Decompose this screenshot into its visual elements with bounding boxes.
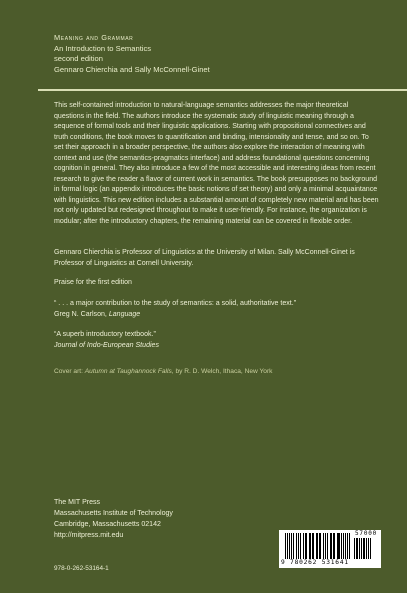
publisher-city: Cambridge, Massachusetts 02142: [54, 520, 161, 528]
book-header: [54, 33, 394, 75]
barcode-digits: 9 780262 531641: [281, 559, 349, 566]
isbn: 978-0-262-53164-1: [54, 565, 109, 572]
description-paragraph: This self-contained introduction to natural-language semantics addresses the major theoretical questions in the field. The authors introduce the systematic study of linguistic meaning through a sequence of formal tools and their linguistic applications. Starting with propositional connectives and truth conditions, the book moves to quantification and binding, intensionality and tense, and so on. To set their approach in a broader perspective, the authors also explore the interaction of meaning with context and use (the semantics-pragmatics interface) and address foundational questions concerning cognition in general. They also introduce a few of the most accessible and interesting ideas from recent research to give the reader a flavor of current work in semantics. The book presupposes no background in formal logic (an appendix introduces the basic notions of set theory) and only a minimal acquaintance with linguistics. This new edition includes a substantial amount of completely new material and has been not only updated but redesigned throughout to make it user-friendly. For instance, the organization is modular; after the introductory chapters, the remaining material can be covered in flexible order.: [54, 102, 379, 226]
publisher-block: [54, 498, 254, 542]
quote-source: Journal of Indo-European Studies: [54, 341, 159, 349]
quote-2: [54, 330, 379, 351]
edition: second edition: [54, 54, 103, 64]
quote-1: [54, 299, 379, 320]
praise-heading: Praise for the first edition: [54, 279, 132, 286]
book-title: An Introduction to Semantics: [54, 43, 152, 53]
quote-source: Greg N. Carlson, Language: [54, 310, 141, 318]
author-bio: Gennaro Chierchia is Professor of Linguistics at the University of Milan. Sally McConnell-Ginet is Professor of Linguistics at Cornell University.: [54, 249, 355, 267]
quote-text: “ . . . a major contribution to the study of semantics: a solid, authoritative text.”: [54, 300, 297, 307]
barcode-addon-bars: [354, 538, 378, 559]
divider-rule: [38, 89, 407, 91]
barcode-bars: [285, 533, 351, 559]
cover-art-credit: Cover art: Autumn at Taughannock Falls, by R. D. Welch, Ithaca, New York: [54, 368, 273, 375]
barcode: [279, 530, 381, 568]
barcode-price-code: 57000: [355, 530, 378, 537]
authors: Gennaro Chierchia and Sally McConnell-Ginet: [54, 64, 210, 74]
quote-text: “A superb introductory textbook.”: [54, 331, 156, 338]
series-title: Meaning and Grammar: [54, 33, 134, 42]
publisher-url[interactable]: http://mitpress.mit.edu: [54, 531, 124, 539]
publisher-name: The MIT Press: [54, 499, 101, 506]
publisher-institute: Massachusetts Institute of Technology: [54, 509, 173, 517]
